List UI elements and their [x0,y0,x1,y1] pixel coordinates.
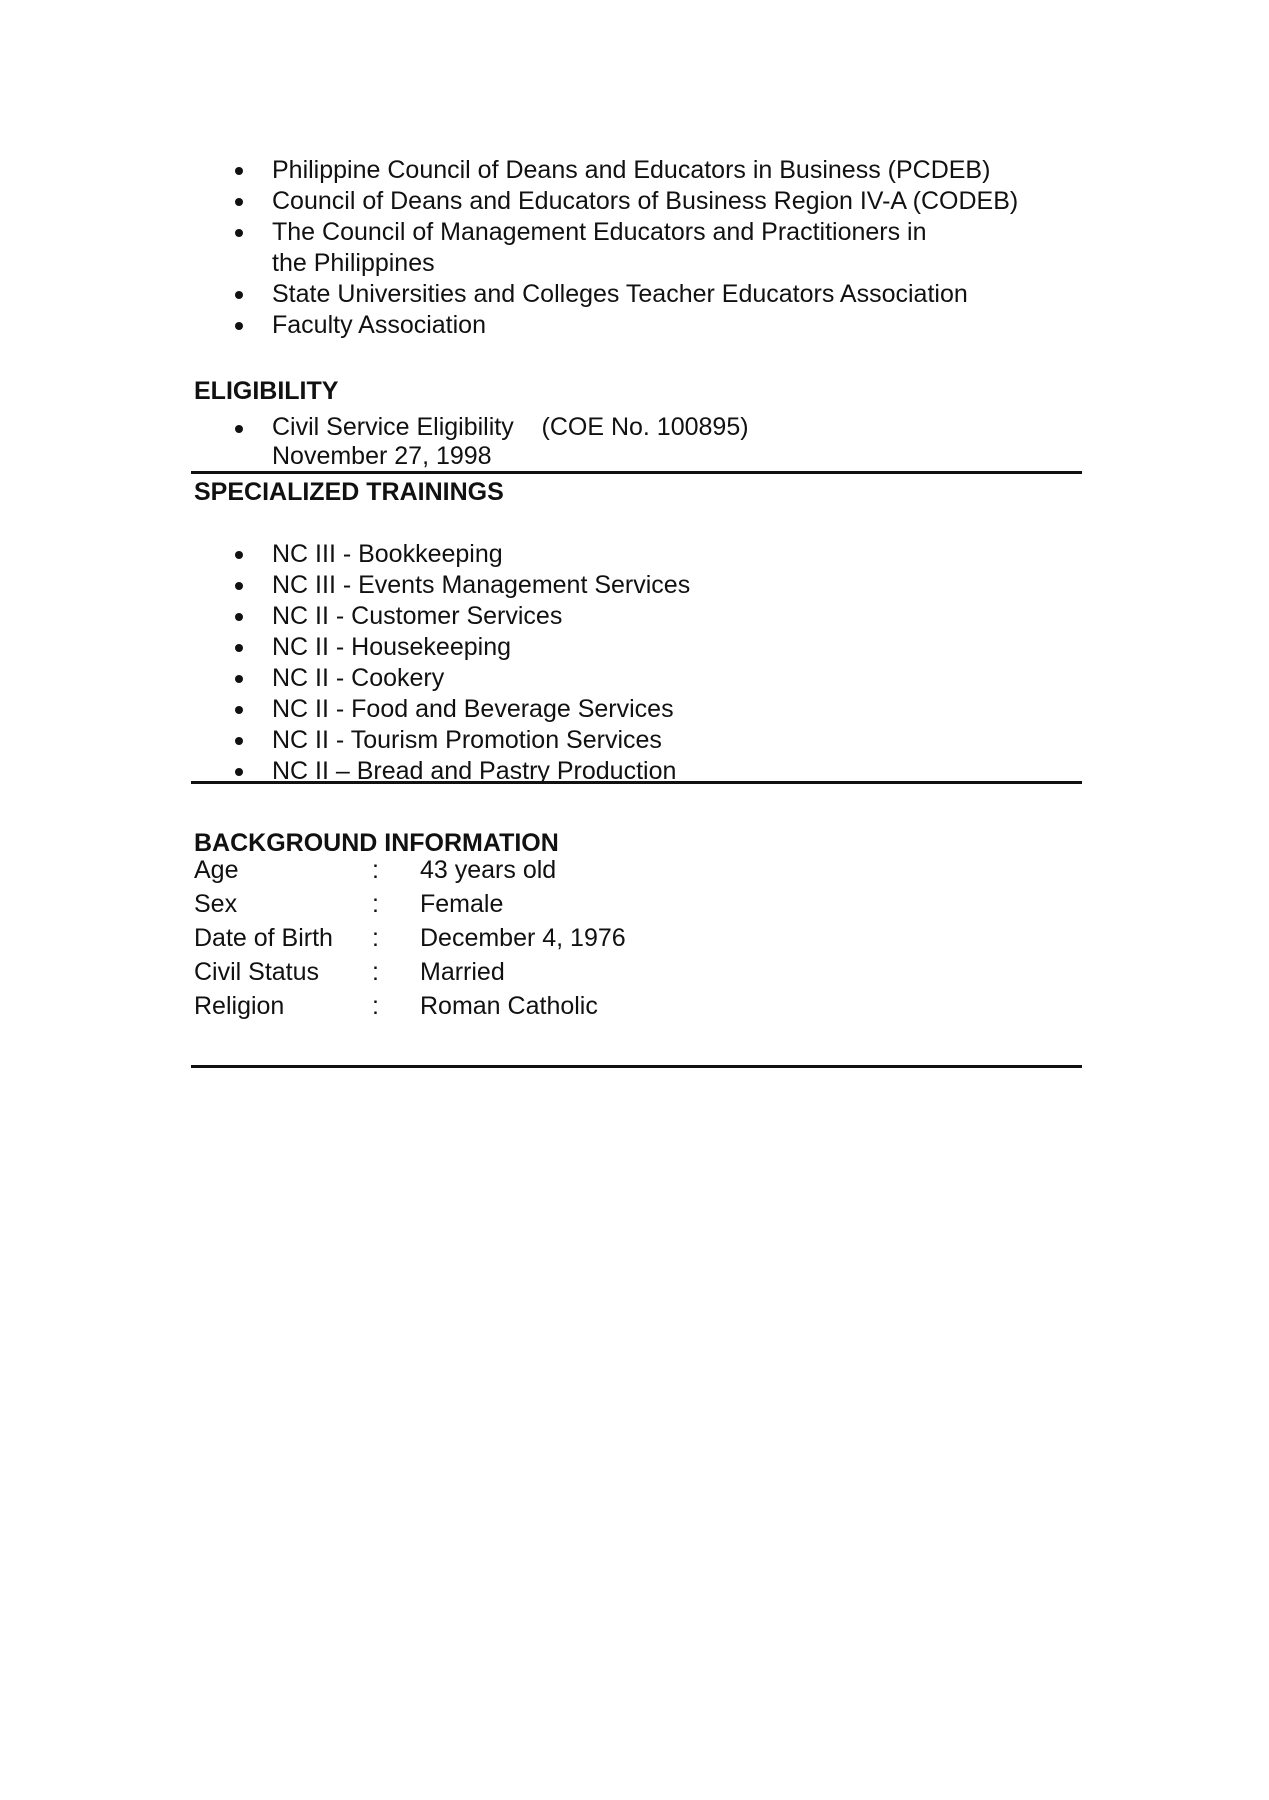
eligibility-list [230,413,749,471]
background-heading: BACKGROUND INFORMATION [194,829,559,857]
list-item: NC III - Events Management Services [230,570,690,601]
info-separator: : [372,890,379,918]
list-item: NC II - Tourism Promotion Services [230,725,690,756]
list-item: Philippine Council of Deans and Educators in Business (PCDEB) [230,155,1018,186]
info-value: Married [420,958,505,986]
divider [191,471,1082,474]
info-value: December 4, 1976 [420,924,626,952]
info-label: Age [194,856,239,884]
memberships-list [230,155,1018,341]
list-item: NC II - Customer Services [230,601,690,632]
info-label: Civil Status [194,958,320,986]
info-value: Female [420,890,504,918]
trainings-heading: SPECIALIZED TRAININGS [194,478,504,506]
list-item: NC II - Housekeeping [230,632,690,663]
trainings-list [230,539,690,787]
info-value: 43 years old [420,856,557,884]
list-item: NC II - Cookery [230,663,690,694]
list-item: Civil Service Eligibility (COE No. 100895) November 27, 1998 [230,413,749,471]
eligibility-heading: ELIGIBILITY [194,377,339,405]
divider [191,1065,1082,1068]
list-item: Faculty Association [230,310,1018,341]
info-label: Sex [194,890,238,918]
info-separator: : [372,924,379,952]
divider [191,781,1082,784]
info-separator: : [372,958,379,986]
info-label: Date of Birth [194,924,333,952]
list-item: NC II - Food and Beverage Services [230,694,690,725]
list-item: NC III - Bookkeeping [230,539,690,570]
info-separator: : [372,856,379,884]
list-item: Council of Deans and Educators of Business Region IV-A (CODEB) [230,186,1018,217]
info-label: Religion [194,992,285,1020]
list-item: The Council of Management Educators and Practitioners in the Philippines [230,217,1018,279]
info-separator: : [372,992,379,1020]
list-item: NC II – Bread and Pastry Production [230,756,690,787]
info-value: Roman Catholic [420,992,598,1020]
list-item: State Universities and Colleges Teacher Educators Association [230,279,1018,310]
